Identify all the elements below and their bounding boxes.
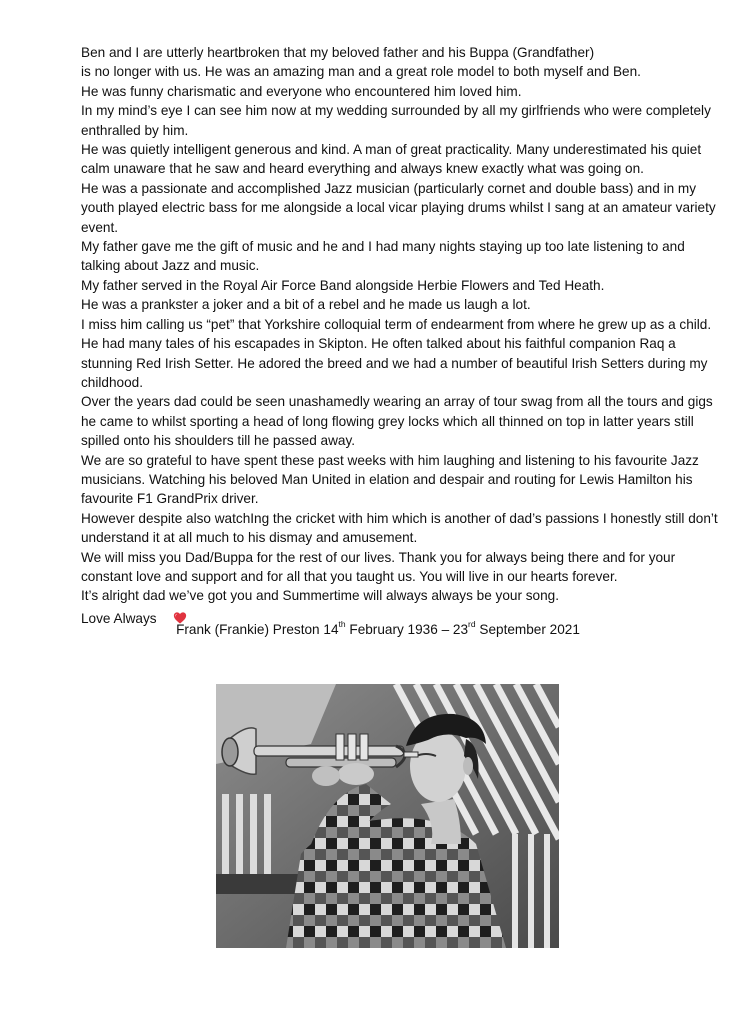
birth-and-death-day: February 1936 – 23: [345, 622, 469, 637]
life-dates-line: [0, 620, 756, 639]
cornet-player-photo: [216, 684, 559, 948]
paragraph: We are so grateful to have spent these past weeks with him laughing and listening to his favourite Jazz musicians. Watching his beloved Man United in elation and despair and routing for Lewis Hamilton his favourite F1 GrandPrix driver.: [81, 452, 699, 507]
paragraph: My father served in the Royal Air Force Band alongside Herbie Flowers and Ted Heath.: [81, 277, 605, 293]
paragraph: My father gave me the gift of music and he and I had many nights staying up too late listening to and talking about Jazz and music.: [81, 239, 685, 274]
death-month-year: September 2021: [475, 622, 580, 637]
paragraph: He was a prankster a joker and a bit of a rebel and he made us laugh a lot.: [81, 297, 531, 313]
paragraph: We will miss you Dad/Buppa for the rest of our lives. Thank you for always being there and for your constant love and support and for all that you taught us. You will live in our hearts forever.: [81, 549, 676, 584]
paragraph: It’s alright dad we’ve got you and Summertime will always always be your song.: [81, 588, 560, 604]
paragraph: Over the years dad could be seen unashamedly wearing an array of tour swag from all the tours and gigs he came to whilst sporting a head of long flowing grey locks which all thinned on top in latter years still spilled onto his shoulders till he passed away.: [81, 394, 713, 449]
paragraph: I miss him calling us “pet” that Yorkshire colloquial term of endearment from where he grew up as a child. He had many tales of his escapades in Skipton. He often talked about his faithful companion Raq a stunning Red Irish Setter. He adored the breed and we had a number of beautiful Irish Setters during my childhood.: [81, 316, 712, 390]
paragraph: He was quietly intelligent generous and kind. A man of great practicality. Many underestimated his quiet calm unaware that he saw and heard everything and always knew exactly what was going on.: [81, 142, 702, 177]
paragraph: He was a passionate and accomplished Jazz musician (particularly cornet and double bass) and in my youth played electric bass for me alongside a local vicar playing drums whilst I sang at an amateur variety event.: [81, 180, 716, 235]
paragraph: is no longer with us. He was an amazing man and a great role model to both myself and Ben.: [81, 64, 641, 80]
paragraph: In my mind’s eye I can see him now at my wedding surrounded by all my girlfriends who were completely enthralled by him.: [81, 103, 711, 138]
ordinal-suffix: rd: [468, 619, 476, 630]
letter-body: [81, 43, 721, 628]
ordinal-suffix: th: [338, 619, 346, 630]
paragraph: However despite also watchIng the cricket with him which is another of dad’s passions I honestly still don’t understand it at all much to his dismay and amusement.: [81, 510, 718, 546]
paragraph: Ben and I are utterly heartbroken that my beloved father and his Buppa (Grandfather): [81, 45, 595, 60]
name-and-birth-day: Frank (Frankie) Preston 14: [176, 622, 339, 637]
paragraph: He was funny charismatic and everyone who encountered him loved him.: [81, 83, 522, 99]
signoff-text: Love Always: [81, 610, 157, 626]
